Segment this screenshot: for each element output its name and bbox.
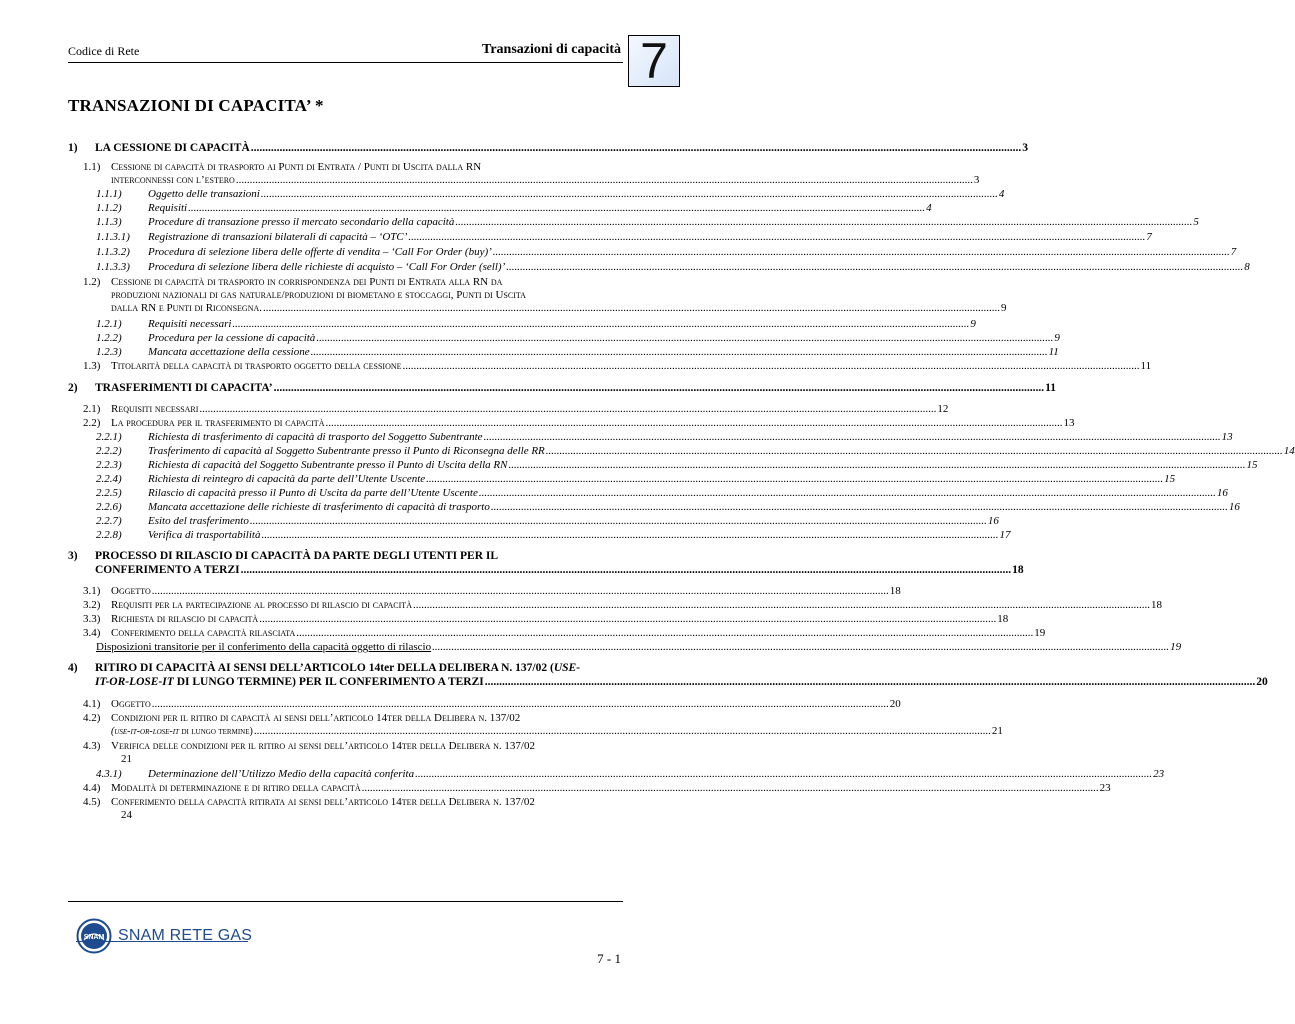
- toc-page: 16: [1228, 501, 1240, 513]
- toc-text: Richiesta di trasferimento di capacità di trasporto del Soggetto Subentrante: [148, 431, 483, 443]
- toc-entry-transitional-provisions[interactable]: [96, 641, 1182, 654]
- page-number: 7 - 1: [597, 951, 621, 966]
- toc-number: 2.2.4): [96, 473, 122, 485]
- toc-page: 14: [1283, 445, 1295, 457]
- toc-number: 3): [68, 550, 78, 562]
- toc-entry-2-2-3[interactable]: [96, 459, 1258, 472]
- toc-number: 4.3.1): [96, 768, 122, 780]
- toc-entry-3-4[interactable]: [83, 627, 1046, 640]
- toc-text-continued: DI LUNGO TERMINE) PER IL CONFERIMENTO A TERZI: [173, 676, 484, 688]
- toc-text: Requisiti per la partecipazione al processo di rilascio di capacità: [111, 599, 412, 611]
- toc-text: Titolarità della capacità di trasporto oggetto della cessione: [111, 360, 402, 372]
- toc-page: 24: [121, 809, 132, 821]
- toc-text: Cessione di capacità di trasporto in corrispondenza dei Punti di Entrata alla RN da: [111, 276, 503, 288]
- toc-entry-4-1[interactable]: [83, 698, 901, 711]
- toc-page: 21: [991, 725, 1003, 737]
- toc-number: 2.2.5): [96, 487, 122, 499]
- toc-text: Verifica di trasportabilità: [148, 529, 261, 541]
- toc-text: Richiesta di rilascio di capacità: [111, 613, 259, 625]
- toc-entry-2-2-8[interactable]: [96, 529, 1011, 542]
- toc-text: Requisiti: [148, 202, 188, 214]
- toc-number: 1): [68, 142, 78, 154]
- toc-page: 9: [1054, 332, 1060, 344]
- toc-number: 2.2.1): [96, 431, 122, 443]
- logo-underline: [76, 941, 248, 942]
- toc-number: 1.2.2): [96, 332, 122, 344]
- toc-entry-1-3[interactable]: [83, 360, 1152, 373]
- toc-text: Cessione di capacità di trasporto ai Punti di Entrata / Punti di Uscita dalla RN: [111, 161, 482, 173]
- toc-number: 4.1): [83, 698, 101, 710]
- table-of-contents: [68, 0, 1295, 1024]
- toc-page: 16: [1216, 487, 1228, 499]
- toc-text-continued-italic: (use-it-or-lose-it: [111, 726, 179, 737]
- toc-entry-3-3[interactable]: [83, 613, 1009, 626]
- toc-text: Richiesta di capacità del Soggetto Subentrante presso il Punto di Uscita della RN: [148, 459, 508, 471]
- toc-entry-1-1-1[interactable]: [96, 188, 1005, 201]
- toc-text: Conferimento della capacità rilasciata: [111, 627, 296, 639]
- toc-text: Trasferimento di capacità al Soggetto Subentrante presso il Punto di Riconsegna delle RR: [148, 445, 545, 457]
- toc-page: 23: [1099, 782, 1111, 794]
- toc-text-continued: interconnessi con l’estero: [111, 174, 235, 186]
- toc-number: 2.1): [83, 403, 101, 415]
- toc-page: 9: [970, 318, 976, 330]
- toc-entry-2-2[interactable]: [83, 417, 1075, 430]
- toc-page: 20: [889, 698, 901, 710]
- toc-entry-4-5[interactable]: [83, 796, 623, 822]
- toc-number: 1.1.3): [96, 216, 122, 228]
- toc-number: 1.1.3.2): [96, 246, 130, 258]
- toc-text: Disposizioni transitorie per il conferimento della capacità oggetto di rilascio: [96, 641, 432, 653]
- toc-page: 8: [1244, 261, 1250, 273]
- toc-text-continued-italic: IT-OR-LOSE-IT: [95, 676, 174, 688]
- toc-entry-1-1-3[interactable]: [96, 216, 1199, 229]
- toc-page: 15: [1246, 459, 1258, 471]
- toc-number: 3.2): [83, 599, 101, 611]
- toc-text: Mancata accettazione delle richieste di trasferimento di capacità di trasporto: [148, 501, 490, 513]
- toc-entry-1-2-1[interactable]: [96, 318, 976, 331]
- toc-page: 21: [121, 753, 132, 765]
- toc-text: Conferimento della capacità ritirata ai sensi dell’articolo 14ter della Delibera n. 137/02: [111, 796, 535, 808]
- toc-text: Condizioni per il ritiro di capacità ai sensi dell’articolo 14ter della Delibera n. 137/02: [111, 712, 521, 724]
- toc-page: 4: [926, 202, 932, 214]
- toc-number: 3.3): [83, 613, 101, 625]
- toc-page: 9: [1001, 302, 1007, 314]
- toc-text: Oggetto delle transazioni: [148, 188, 260, 200]
- toc-text: Requisiti necessari: [111, 403, 199, 415]
- toc-entry-2-2-5[interactable]: [96, 487, 1228, 500]
- toc-entry-2-1[interactable]: [83, 403, 949, 416]
- toc-page: 15: [1164, 473, 1176, 485]
- toc-entry-2-2-2[interactable]: [96, 445, 1295, 458]
- toc-number: 1.1.3.1): [96, 231, 130, 243]
- toc-text-continued-1: produzioni nazionali di gas naturale/produzioni di biometano e stoccaggi, Punti di Uscita: [111, 289, 526, 301]
- toc-text: Requisiti necessari: [148, 318, 232, 330]
- toc-text: LA CESSIONE DI CAPACITÀ: [95, 142, 250, 154]
- logo-mark-text: SNAM: [83, 934, 105, 941]
- toc-page: 13: [1221, 431, 1233, 443]
- toc-entry-1-1-2[interactable]: [96, 202, 932, 215]
- toc-number: 4.5): [83, 796, 101, 808]
- toc-text-continued: di lungo termine): [179, 726, 253, 737]
- toc-page: 12: [937, 403, 949, 415]
- toc-entry-2-2-6[interactable]: [96, 501, 1240, 514]
- toc-entry-1-1[interactable]: [83, 161, 980, 187]
- toc-entry-1-2[interactable]: [83, 276, 1007, 315]
- toc-text: Rilascio di capacità presso il Punto di Uscita da parte dell’Utente Uscente: [148, 487, 478, 499]
- toc-text: Procedura di selezione libera delle richieste di acquisto – ‘Call For Order (sell)’: [148, 261, 506, 273]
- toc-page: 19: [1034, 627, 1046, 639]
- toc-page: 23: [1153, 768, 1165, 780]
- toc-page: 4: [998, 188, 1005, 200]
- toc-number: 4.2): [83, 712, 101, 724]
- toc-number: 1.1.3.3): [96, 261, 130, 273]
- toc-text: TRASFERIMENTI DI CAPACITA’: [95, 382, 273, 394]
- toc-number: 3.4): [83, 627, 101, 639]
- toc-text-continued-2: dalla RN e Punti di Riconsegna.: [111, 302, 262, 314]
- toc-page: 3: [973, 174, 980, 186]
- toc-text-continued: CONFERIMENTO A TERZI: [95, 564, 240, 576]
- toc-entry-4-3[interactable]: [83, 740, 623, 766]
- toc-section-3[interactable]: [68, 549, 1024, 577]
- toc-number: 1.2): [83, 276, 101, 288]
- toc-page: 11: [1045, 382, 1056, 394]
- footer-rule: [68, 901, 623, 902]
- toc-page: 3: [1022, 142, 1029, 154]
- toc-number: 2.2): [83, 417, 101, 429]
- toc-entry-2-2-1[interactable]: [96, 431, 1233, 444]
- toc-text: RITIRO DI CAPACITÀ AI SENSI DELL’ARTICOLO 14ter DELLA DELIBERA N. 137/02 (: [95, 662, 554, 674]
- toc-text: Registrazione di transazioni bilaterali di capacità – ‘OTC’: [148, 231, 408, 243]
- toc-text: Procedure di transazione presso il mercato secondario della capacità: [148, 216, 455, 228]
- toc-page: 17: [999, 529, 1011, 541]
- toc-entry-1-1-3-1[interactable]: [96, 231, 1152, 244]
- toc-page: 5: [1193, 216, 1199, 228]
- toc-page: 19: [1170, 641, 1182, 653]
- toc-page: 11: [1048, 346, 1059, 358]
- snam-rete-gas-logo: [76, 918, 252, 954]
- toc-number: 3.1): [83, 585, 101, 597]
- toc-page: 16: [987, 515, 999, 527]
- toc-number: 2.2.8): [96, 529, 122, 541]
- toc-number: 4.3): [83, 740, 101, 752]
- toc-number: 2.2.2): [96, 445, 122, 457]
- toc-number: 2): [68, 382, 78, 394]
- toc-entry-4-2[interactable]: [83, 712, 1003, 738]
- toc-section-1[interactable]: [68, 141, 1029, 155]
- toc-entry-1-1-3-2[interactable]: [96, 246, 1237, 259]
- toc-page: 7: [1146, 231, 1152, 243]
- toc-text: Procedura per la cessione di capacità: [148, 332, 316, 344]
- toc-text: La procedura per il trasferimento di capacità: [111, 417, 325, 429]
- toc-text: Modalità di determinazione e di ritiro della capacità: [111, 782, 361, 794]
- toc-text: Determinazione dell’Utilizzo Medio della capacità conferita: [148, 768, 415, 780]
- toc-page: 7: [1230, 246, 1237, 258]
- chapter-number-box: 7: [628, 35, 680, 87]
- toc-number: 1.1): [83, 161, 101, 173]
- toc-number: 1.1.2): [96, 202, 122, 214]
- logo-text: SNAM RETE GAS: [118, 927, 253, 944]
- toc-entry-1-2-2[interactable]: [96, 332, 1060, 345]
- toc-number: 1.3): [83, 360, 101, 372]
- toc-text: Oggetto: [111, 698, 151, 710]
- header-chapter-title: Transazioni di capacità: [482, 42, 621, 57]
- page-title: TRANSAZIONI DI CAPACITA’ *: [68, 96, 324, 115]
- toc-number: 1.2.3): [96, 346, 122, 358]
- toc-number: 1.1.1): [96, 188, 122, 200]
- toc-page: 20: [1256, 676, 1268, 688]
- toc-page: 18: [889, 585, 901, 597]
- toc-page: 18: [997, 613, 1009, 625]
- toc-section-2[interactable]: [68, 381, 1056, 395]
- toc-text-italic: USE-: [553, 662, 581, 674]
- toc-entry-3-2[interactable]: [83, 599, 1162, 612]
- toc-entry-4-4[interactable]: [83, 782, 1111, 795]
- toc-text: Mancata accettazione della cessione: [148, 346, 310, 358]
- toc-entry-2-2-4[interactable]: [96, 473, 1176, 486]
- toc-page: 13: [1063, 417, 1075, 429]
- toc-text: Procedura di selezione libera delle offerte di vendita – ‘Call For Order (buy)’: [148, 246, 492, 258]
- toc-entry-1-1-3-3[interactable]: [96, 261, 1250, 274]
- toc-text: Esito del trasferimento: [148, 515, 249, 527]
- toc-entry-4-3-1[interactable]: [96, 768, 1165, 781]
- toc-number: 4): [68, 662, 78, 674]
- toc-page: 18: [1150, 599, 1162, 611]
- toc-number: 1.2.1): [96, 318, 122, 330]
- toc-text: Richiesta di reintegro di capacità da parte dell’Utente Uscente: [148, 473, 426, 485]
- toc-number: 2.2.6): [96, 501, 122, 513]
- toc-page: 11: [1140, 360, 1152, 372]
- toc-entry-2-2-7[interactable]: [96, 515, 999, 528]
- toc-number: 2.2.7): [96, 515, 122, 527]
- toc-entry-1-2-3[interactable]: [96, 346, 1059, 359]
- toc-text: Oggetto: [111, 585, 151, 597]
- header-document-name: Codice di Rete: [68, 44, 140, 58]
- toc-number: 4.4): [83, 782, 101, 794]
- toc-page: 18: [1012, 564, 1024, 576]
- toc-number: 2.2.3): [96, 459, 122, 471]
- snam-logo-icon: [76, 918, 112, 954]
- toc-entry-3-1[interactable]: [83, 585, 901, 598]
- toc-section-4[interactable]: [68, 661, 1268, 689]
- toc-text: Verifica delle condizioni per il ritiro ai sensi dell’articolo 14ter della Delibera n. 137/02: [111, 740, 535, 752]
- toc-text: PROCESSO DI RILASCIO DI CAPACITÀ DA PARTE DEGLI UTENTI PER IL: [95, 550, 499, 562]
